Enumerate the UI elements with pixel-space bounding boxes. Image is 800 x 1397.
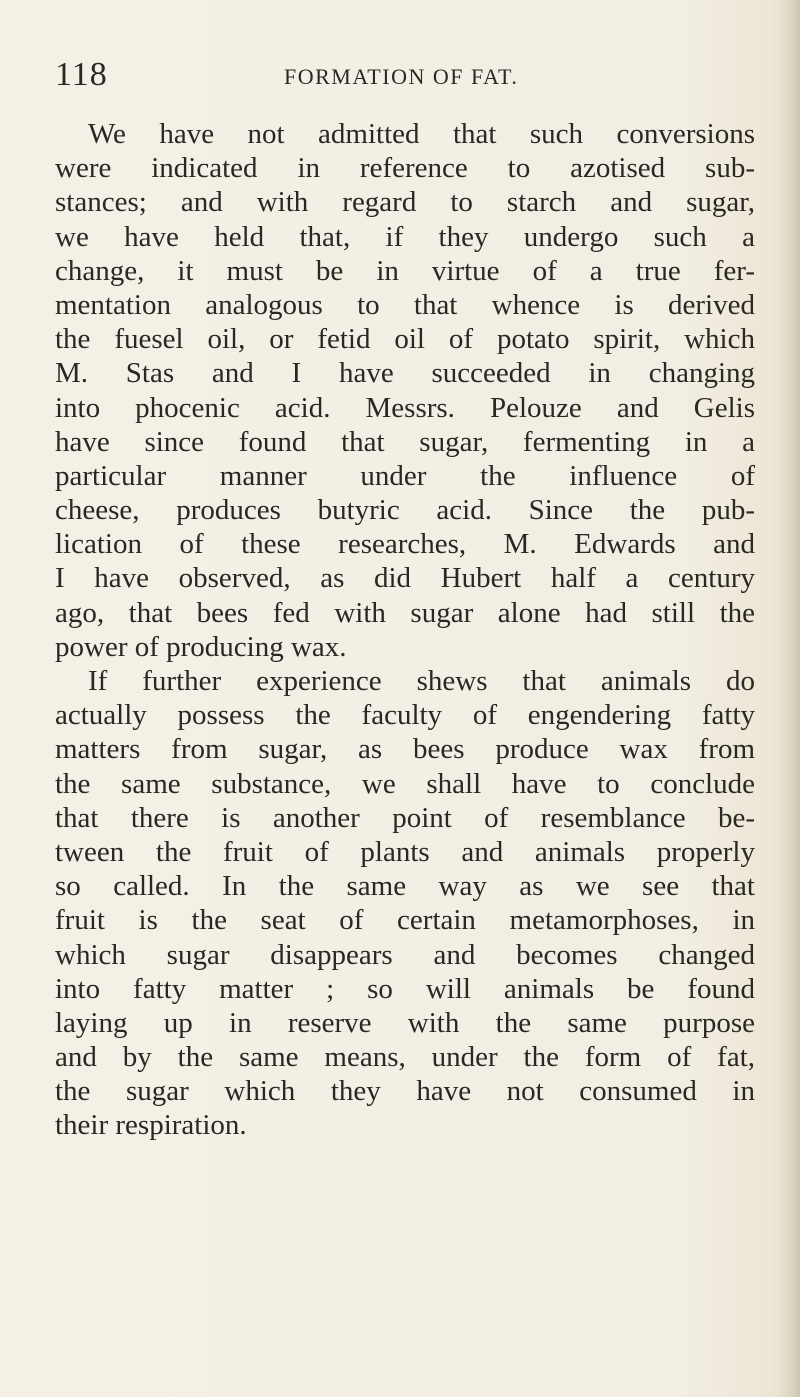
text-line: and by the same means, under the form of fat, [55, 1041, 755, 1074]
text-line: lication of these researches, M. Edwards and [55, 528, 755, 561]
text-line: I have observed, as did Hubert half a century [55, 562, 755, 595]
text-line: mentation analogous to that whence is derived [55, 288, 755, 321]
text-line: the fuesel oil, or fetid oil of potato spirit, which [55, 323, 755, 356]
text-line: M. Stas and I have succeeded in changing [55, 357, 755, 390]
text-line: into phocenic acid. Messrs. Pelouze and Gelis [55, 391, 755, 424]
text-line: fruit is the seat of certain metamorphoses, in [55, 904, 755, 937]
text-line: the sugar which they have not consumed in [55, 1075, 755, 1108]
page-header [55, 56, 745, 96]
text-line: so called. In the same way as we see that [55, 870, 755, 903]
text-line: have since found that sugar, fermenting in a [55, 425, 755, 458]
text-line: particular manner under the influence of [55, 459, 755, 492]
text-line: we have held that, if they undergo such a [55, 220, 755, 253]
text-line: laying up in reserve with the same purpose [55, 1006, 755, 1039]
text-line: that there is another point of resemblance be- [55, 801, 755, 834]
text-line: matters from sugar, as bees produce wax from [55, 733, 755, 766]
text-line: actually possess the faculty of engendering fatty [55, 699, 755, 732]
text-line: tween the fruit of plants and animals properly [55, 835, 755, 868]
text-line: cheese, produces butyric acid. Since the pub- [55, 494, 755, 527]
text-line: into fatty matter ; so will animals be found [55, 972, 755, 1005]
text-line: change, it must be in virtue of a true fer- [55, 254, 755, 287]
text-line: If further experience shews that animals do [88, 665, 755, 697]
text-line: stances; and with regard to starch and sugar, [55, 186, 755, 219]
body-text [55, 117, 755, 1143]
text-line: We have not admitted that such conversions [88, 118, 755, 150]
text-line: which sugar disappears and becomes changed [55, 938, 755, 971]
page-edge-shadow [778, 0, 800, 1397]
text-line: the same substance, we shall have to conclude [55, 767, 755, 800]
text-line: power of producing wax. [55, 630, 347, 663]
page-number: 118 [55, 56, 108, 93]
running-title: FORMATION OF FAT. [284, 64, 519, 89]
text-line: their respiration. [55, 1109, 247, 1142]
text-line: were indicated in reference to azotised sub- [55, 152, 755, 185]
text-line: ago, that bees fed with sugar alone had still the [55, 596, 755, 629]
